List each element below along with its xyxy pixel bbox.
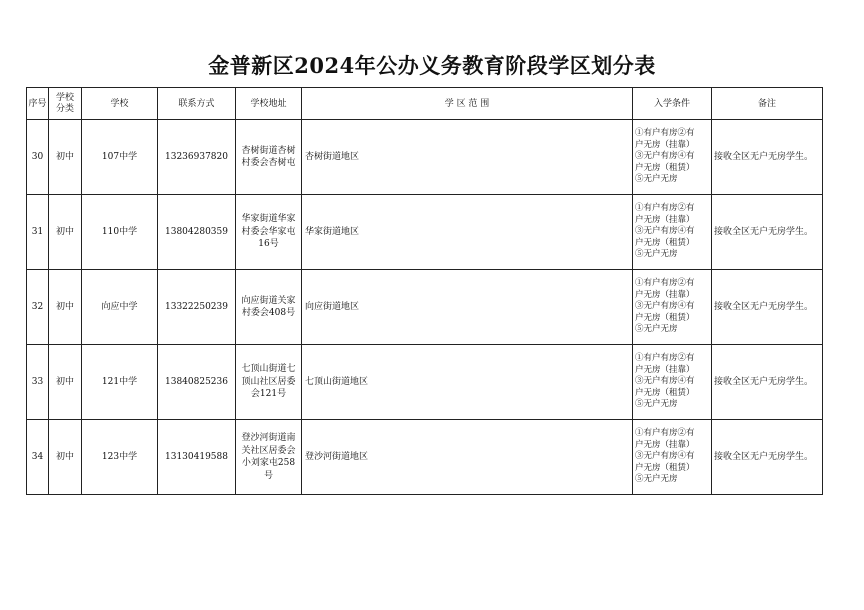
header-school: 学校 [82, 88, 158, 120]
condition-line: ⑤无户无房 [635, 249, 678, 260]
cell-seq: 33 [27, 345, 49, 420]
cell-conditions [633, 120, 712, 195]
cell-seq: 32 [27, 270, 49, 345]
table-row [27, 120, 823, 195]
cell-school: 110中学 [82, 195, 158, 270]
table-row [27, 195, 823, 270]
cell-note: 接收全区无户无房学生。 [712, 270, 823, 345]
table-row [27, 420, 823, 495]
cell-range: 杏树街道地区 [302, 120, 633, 195]
condition-line: ⑤无户无房 [635, 474, 678, 485]
condition-line: ③无户有房④有 [635, 226, 695, 237]
cell-note: 接收全区无户无房学生。 [712, 420, 823, 495]
header-phone: 联系方式 [158, 88, 236, 120]
condition-line: 户无房（租赁） [635, 462, 695, 473]
condition-line: ③无户有房④有 [635, 301, 695, 312]
condition-line: ⑤无户无房 [635, 399, 678, 410]
cell-type: 初中 [49, 270, 82, 345]
cell-range: 七顶山街道地区 [302, 345, 633, 420]
cell-type: 初中 [49, 345, 82, 420]
condition-line: 户无房（挂靠） [635, 364, 695, 375]
cell-note: 接收全区无户无房学生。 [712, 195, 823, 270]
cell-conditions [633, 270, 712, 345]
condition-line: 户无房（挂靠） [635, 289, 695, 300]
cell-address: 华家街道华家村委会华家屯16号 [236, 195, 302, 270]
header-school-type-line1: 学校 [55, 92, 74, 103]
cell-conditions [633, 195, 712, 270]
condition-line: ⑤无户无房 [635, 324, 678, 335]
cell-conditions [633, 345, 712, 420]
cell-note: 接收全区无户无房学生。 [712, 120, 823, 195]
condition-line: ①有户有房②有 [635, 428, 695, 439]
school-district-table [26, 87, 823, 495]
condition-line: ①有户有房②有 [635, 353, 695, 364]
table-row [27, 270, 823, 345]
condition-line: 户无房（租赁） [635, 312, 695, 323]
condition-line: 户无房（租赁） [635, 387, 695, 398]
condition-line: ⑤无户无房 [635, 174, 678, 185]
cell-range: 向应街道地区 [302, 270, 633, 345]
cell-phone: 13804280359 [158, 195, 236, 270]
header-school-type-line2: 分类 [55, 103, 74, 114]
page-title: 金普新区2024年公办义务教育阶段学区划分表 [208, 53, 656, 78]
header-notes: 备注 [712, 88, 823, 120]
cell-school: 107中学 [82, 120, 158, 195]
cell-school: 向应中学 [82, 270, 158, 345]
cell-address: 登沙河街道南关社区居委会小刘家屯258号 [236, 420, 302, 495]
cell-seq: 31 [27, 195, 49, 270]
cell-address: 七顶山街道七顶山社区居委会121号 [236, 345, 302, 420]
header-conditions: 入学条件 [633, 88, 712, 120]
condition-line: ③无户有房④有 [635, 151, 695, 162]
cell-seq: 30 [27, 120, 49, 195]
cell-note: 接收全区无户无房学生。 [712, 345, 823, 420]
header-seq: 序号 [27, 88, 49, 120]
header-row [27, 88, 823, 120]
cell-phone: 13236937820 [158, 120, 236, 195]
cell-phone: 13322250239 [158, 270, 236, 345]
condition-line: 户无房（挂靠） [635, 214, 695, 225]
cell-address: 向应街道关家村委会408号 [236, 270, 302, 345]
cell-address: 杏树街道杏树村委会杏树屯 [236, 120, 302, 195]
header-range: 学 区 范 围 [302, 88, 633, 120]
condition-line: ③无户有房④有 [635, 376, 695, 387]
condition-line: ①有户有房②有 [635, 203, 695, 214]
cell-type: 初中 [49, 420, 82, 495]
cell-type: 初中 [49, 120, 82, 195]
condition-line: ③无户有房④有 [635, 451, 695, 462]
condition-line: ①有户有房②有 [635, 128, 695, 139]
cell-conditions [633, 420, 712, 495]
condition-line: ①有户有房②有 [635, 278, 695, 289]
cell-school: 123中学 [82, 420, 158, 495]
table-row [27, 345, 823, 420]
condition-line: 户无房（挂靠） [635, 139, 695, 150]
cell-school: 121中学 [82, 345, 158, 420]
cell-seq: 34 [27, 420, 49, 495]
header-address: 学校地址 [236, 88, 302, 120]
header-school-type [49, 88, 82, 120]
cell-type: 初中 [49, 195, 82, 270]
condition-line: 户无房（租赁） [635, 162, 695, 173]
condition-line: 户无房（挂靠） [635, 439, 695, 450]
cell-phone: 13130419588 [158, 420, 236, 495]
condition-line: 户无房（租赁） [635, 237, 695, 248]
cell-phone: 13840825236 [158, 345, 236, 420]
cell-range: 华家街道地区 [302, 195, 633, 270]
cell-range: 登沙河街道地区 [302, 420, 633, 495]
